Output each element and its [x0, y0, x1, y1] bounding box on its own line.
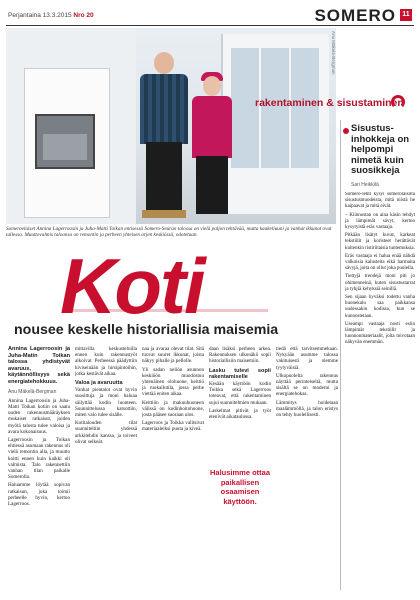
column-content: [142, 346, 204, 433]
column-paragraph: daan lisäksi perheen arkea. Rakennuksen ulkonäkö sopii historiallisiin maisemiin.: [209, 346, 271, 365]
photo-credit: Anu Mäkelä-Bergman: [331, 31, 336, 75]
photo-man-shoes: [142, 210, 186, 218]
article-column-2: [75, 346, 137, 596]
sidebar-paragraph: Somero-lehti kysyi somerolaisilta sisustusmuodeista, mitä niistä he kaipaavat ja mitä eivät.: [345, 192, 415, 210]
dateline: [8, 12, 94, 19]
photo-man-legs: [146, 142, 182, 212]
photo-woman-legs: [196, 156, 228, 214]
sidebar-body: [345, 192, 415, 592]
sidebar-title: Sisustus-inhokkeja on helpompi nimetä kuin suosikkeja: [351, 123, 410, 176]
column-paragraph: mittavilla keskusteluilla ennen kuin rakennustyöt alkoivat. Perheessä päädyttiin kiviseinään ja hirsipintoihin, jotka kestävät aikaa.: [75, 346, 137, 377]
page-number: 11: [400, 9, 412, 21]
issue-number: Nro 20: [73, 12, 94, 19]
column-content: [276, 346, 338, 418]
photo-man-body: [140, 74, 188, 144]
column-paragraph: Ulkopuolelta rakennus näyttää perinteiseltä, mutta sisältä se on moderni ja energiatehokas.: [276, 372, 338, 398]
article-column-3: [142, 346, 204, 596]
article-body: [8, 346, 338, 596]
masthead: SOMERO: [314, 6, 396, 25]
column-paragraph: Kesään käyttöön kodin Toikka sekä Lagerroos toteavat, että rakentaminen sujui suunnitelmien mukaan.: [209, 381, 271, 406]
sidebar-paragraph: Useampi vastaaja nosti esiin lämpimät tekstiilit ja luonnonmateriaalit, joita toivotaan näkyvän enemmän.: [345, 321, 415, 346]
column-paragraph: naa ja avaraa olevat tilat. Sitä tuovat suuret ikkunat, joista näkyy pihalle ja pellolle.: [142, 346, 204, 365]
section-logo-icon: [391, 95, 405, 109]
sidebar-paragraph: Sen sijaan hyväksi todettu vanha huonekalu saa paikkansa uudessakin kodissa, kun se kunnostetaan.: [345, 295, 415, 319]
article-column-1: [8, 346, 70, 596]
column-paragraph: tiedä että tarvitsemmekaan. Nykyään asumme talossa vakituisesti ja olemme tyytyväisiä.: [276, 346, 338, 371]
article-subtitle: nousee keskelle historiallisia maisemia: [14, 322, 279, 338]
column-paragraph: Vanhat pientalot ovat hyvin suosittuja ja moni haluaa säilyttää kodin luonteen. Suunnittelussa katsottiin, miten valo tulee sisälle.: [75, 387, 137, 419]
sidebar-paragraph: Pitkään lisätyt kuvat, karkeat tekstiilit ja koristeet herättävät kuitenkin ristiriitaisia tuntemuksia.: [345, 233, 415, 251]
section-kicker: rakentaminen & sisustaminen: [255, 97, 404, 109]
sidebar-author: Sari Heikkilä: [351, 182, 379, 188]
sidebar-paragraph: – Kiinnostan on aina käsin tehdyt ja lämpimät sävyt, kertoo kysytyistä eräs vastaaja.: [345, 212, 415, 231]
photo-tiled-stove: [24, 68, 110, 218]
main-photo: [6, 28, 336, 224]
column-paragraph: Haluamme löytää sopivan ratkaisun, joka toimii perheelle hyvin, kertoo Lagerroos.: [8, 482, 70, 508]
article-title: Koti: [60, 242, 204, 330]
column-paragraph: Annina Lagerroosin ja Juha-Matti Toikan kotiin on saatu uuden rakennusmääräyksen mukaiset ratkaisut, joiden myötä talosta tulee valoisa ja avara kokonaisuus.: [8, 397, 70, 435]
sidebar-divider: [340, 120, 341, 590]
issue-date: Perjantaina 13.3.2015: [8, 12, 72, 19]
photo-stove-window: [35, 114, 95, 169]
column-subheading: Lasku tulevi sopii rakentamiselle: [209, 367, 271, 380]
column-subheading: Valoa ja avaruutta: [75, 380, 123, 387]
column-paragraph: Keittiön ja makuuhuoneen välissä on kodinhoitohuone, josta pääsee suoraan ulos.: [142, 399, 204, 419]
photo-caption: Someroelaiset Annina Lagerroosin ja Juha-Matti Toikan entisessä Somero-Seuran talossa on vielä paljon tehtävää, mutta kaakeliuuni ja vanhat ikkunat ovat tallessa. Muuttovalmis taloonsa on remontin ja perheen yhteisen arjen keskiössä, odotetaan.: [6, 226, 332, 239]
column-paragraph: Lagerroos ja Toikka valitsivat materiaaleiksi puuta ja kiveä.: [142, 420, 204, 433]
column-paragraph: Laskelmat pitivät ja työt etenivät aikataulussa.: [209, 407, 271, 421]
column-paragraph: Lagerroosin ja Toikan ehtiessä asumaan rakennus oli vielä remontin alla, ja muutto koitti ennen kuin kaikki oli valmista. Talo rakennettiin vanhan tilan paikalle Somerolla.: [8, 436, 70, 481]
pull-quote: Halusimme ottaa paikallisen osaamisen käyttöön.: [208, 462, 272, 526]
photo-man-head: [154, 52, 174, 74]
article-column-5: [276, 346, 338, 596]
article-lead: Annina Lagerroosin ja Juha-Matin Toikan talossa yhdistyvät avaruus, käytännöllisyys sekä energiatehokkuus.: [8, 346, 70, 385]
column-content: [209, 346, 271, 420]
article-byline: Anu Mäkelä-Bergman: [8, 388, 57, 395]
column-paragraph: Lämmitys hoidetaan maalämmöllä, ja talon eristys on tehty huolellisesti.: [276, 399, 338, 419]
column-paragraph: Kotitalouden tilat suunniteltiin yhdessä arkkitehdin kanssa, ja toiveet olivat selkeät.: [75, 420, 137, 445]
photo-woman-body: [192, 96, 232, 158]
sidebar-bullet-icon: [343, 128, 349, 134]
page-header: [6, 4, 414, 26]
photo-woman-head: [203, 76, 221, 96]
sidebar-paragraph: Eräs vastaaja ei halua enää nähdä valkoisia kalusteita eikä harmaita sävyjä, joita on ollut joka puolella.: [345, 253, 415, 272]
column-paragraph: Yli sadan neliön asunnon keskiöön muodostuu yhtenäinen olohuone, keittiö ja ruokailutila, jossa perhe viettää eniten aikaa.: [142, 366, 204, 398]
column-content: [8, 398, 70, 507]
sidebar-paragraph: Tiettyjä trendejä moni piti jo ohimenneinä, kuten sisustustarrat ja tyhjiä kehyksiä seinillä.: [345, 274, 415, 292]
column-content: [75, 346, 137, 445]
